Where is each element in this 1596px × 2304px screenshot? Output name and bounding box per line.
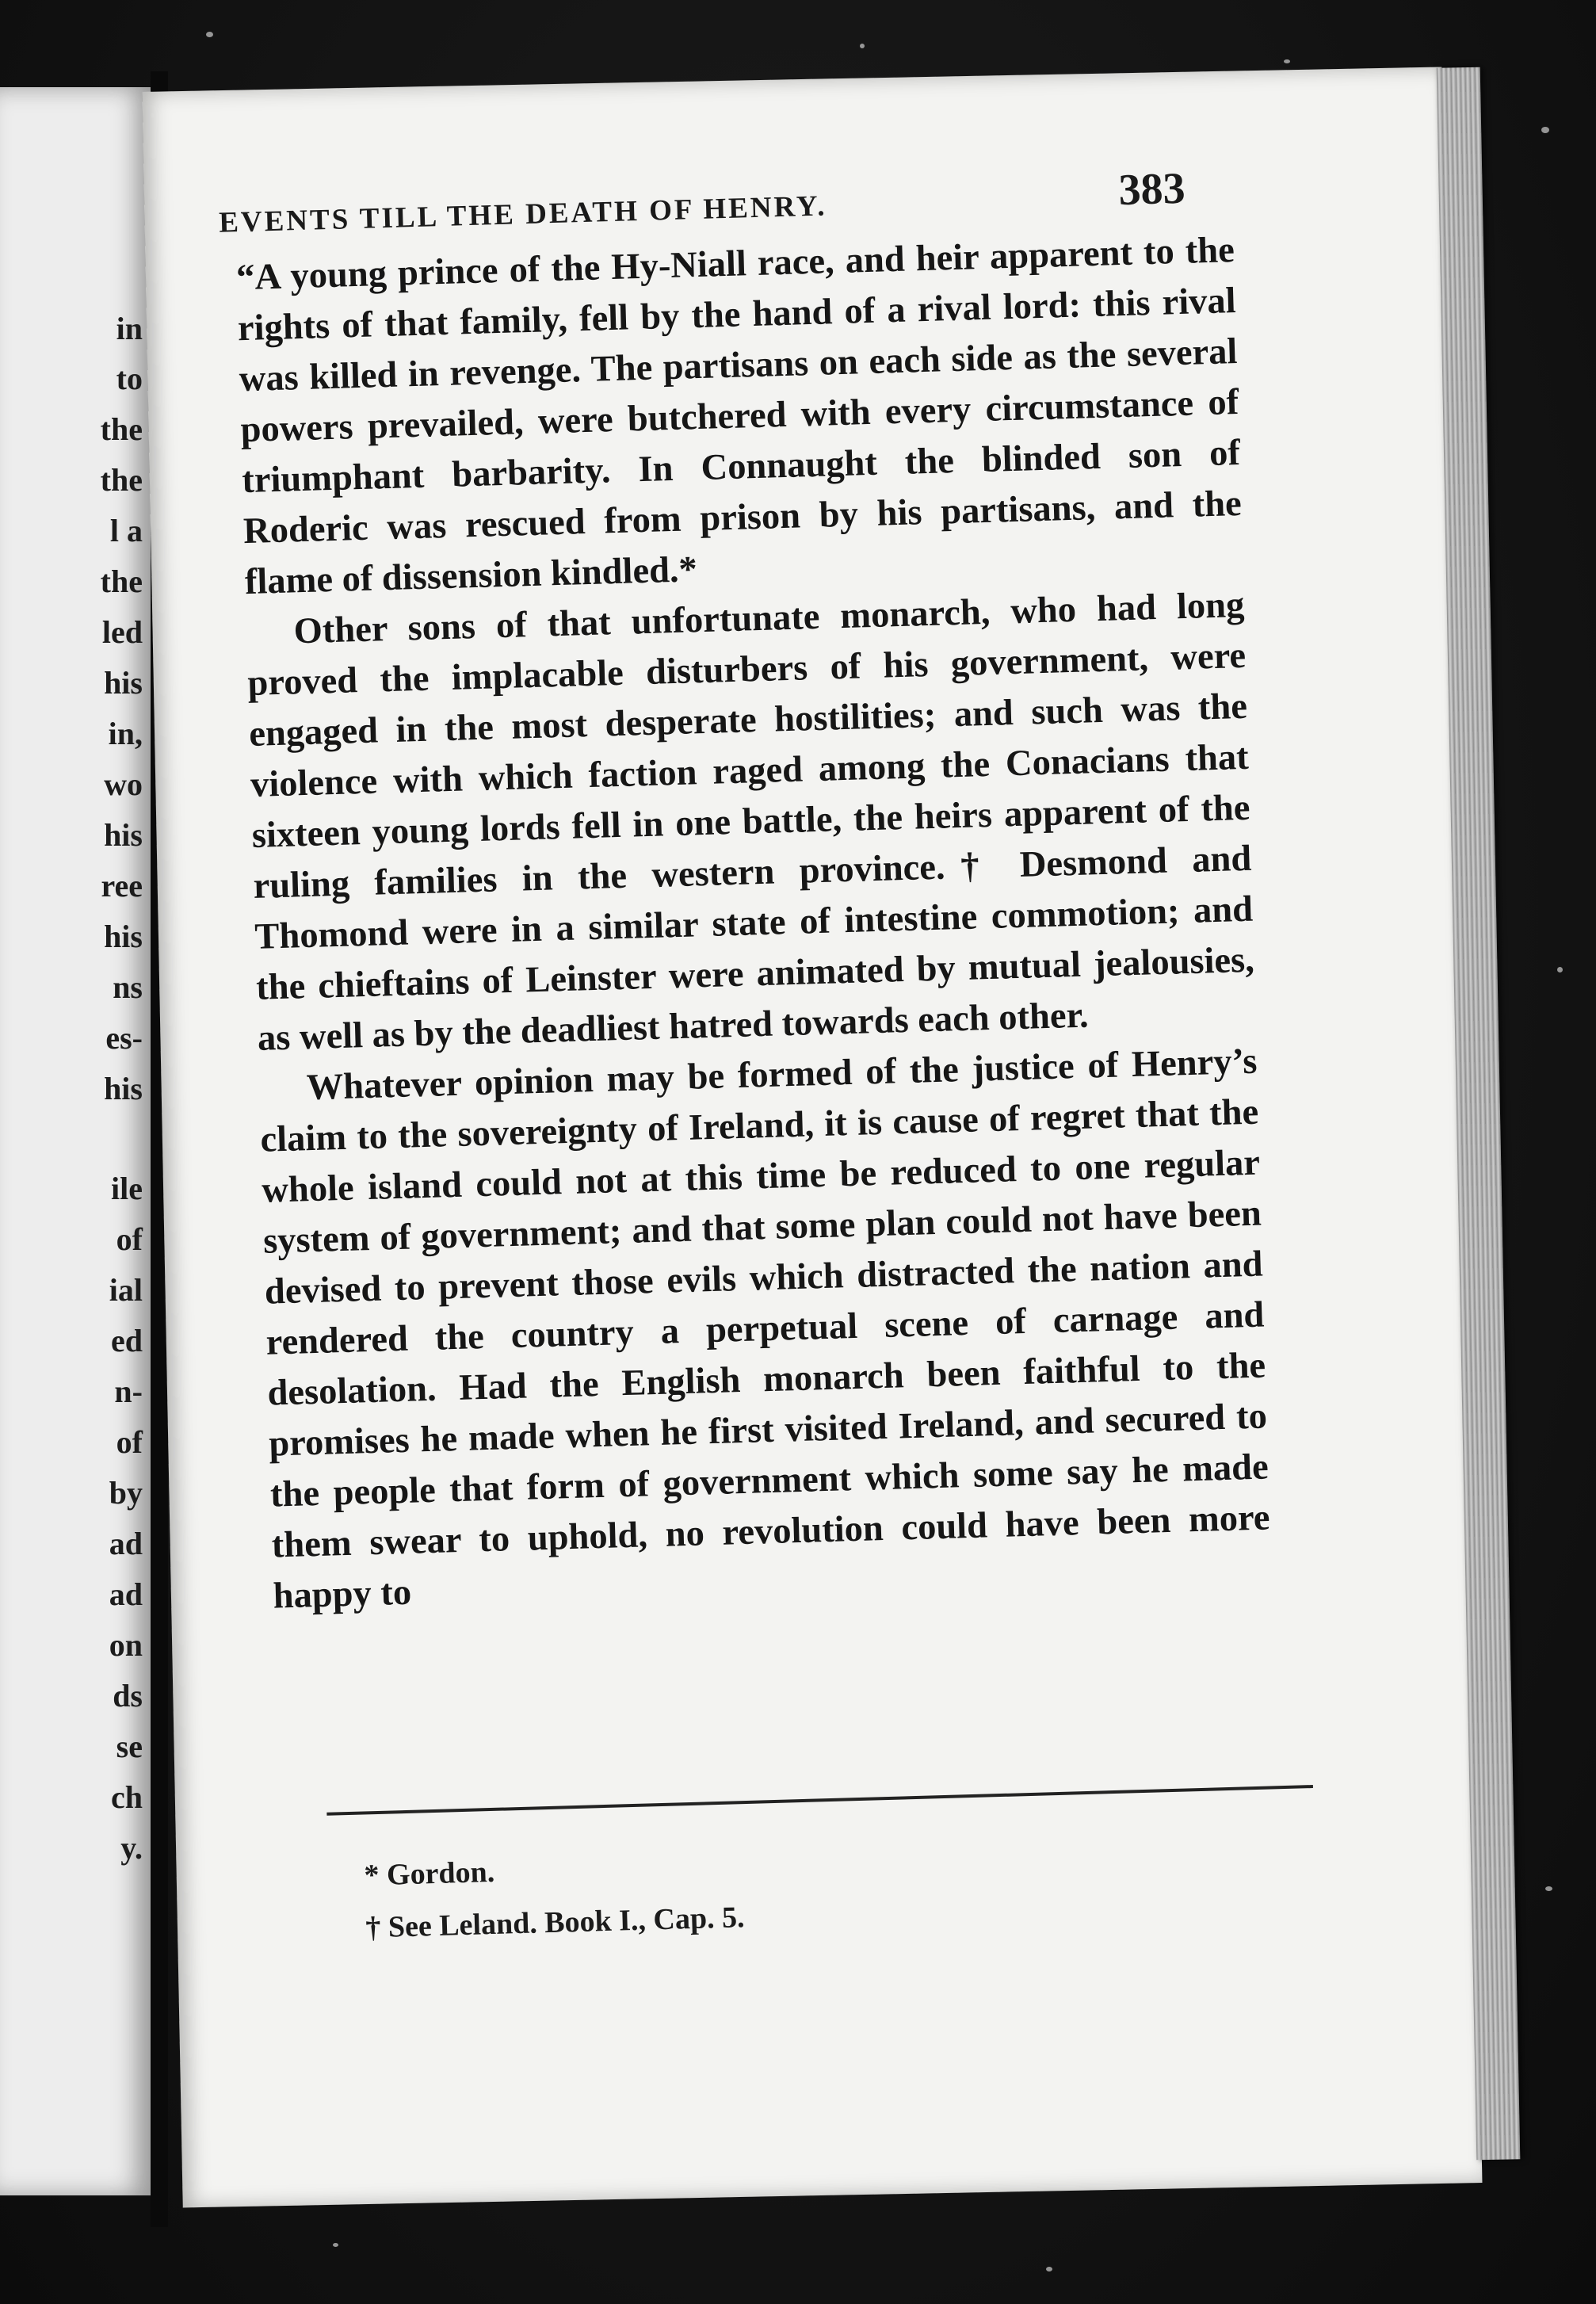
left-page-line-fragment: the <box>100 411 143 447</box>
left-page-line-fragment: ree <box>101 868 143 904</box>
left-page-line-fragment: ad <box>109 1526 143 1561</box>
left-page-line-fragment: his <box>104 919 143 954</box>
left-page-line-fragment: of <box>116 1424 143 1460</box>
left-page-line-fragment: the <box>100 564 143 599</box>
left-page-line-fragment: ad <box>109 1576 143 1612</box>
left-page-line-fragment: the <box>100 462 143 498</box>
footnotes <box>364 1829 1079 1954</box>
left-page-line-fragment: led <box>101 614 143 650</box>
left-page-line-fragment: se <box>116 1729 143 1764</box>
left-page-line-fragment: es- <box>105 1020 143 1056</box>
left-page-line-fragment: in <box>116 311 143 346</box>
paragraph: “A young prince of the Hy-Niall race, and heir apparent to the rights of that family, fell by the hand of a rival lord: this rival was killed in revenge. The partisans on each side as the several powers prevailed, were butchered with every circumstance of triumphant barbarity. In Connaught the blinded son of Roderic was rescued from prison by his partisans, and the flame of dissension kindled.* <box>235 230 1243 603</box>
left-page-line-fragment: his <box>104 1071 143 1106</box>
left-page-line-fragment: wo <box>104 766 143 802</box>
left-page-line-fragment: n- <box>114 1374 143 1409</box>
dust-speck <box>1557 967 1563 972</box>
left-page-line-fragment: his <box>104 817 143 853</box>
left-page-line-fragment: his <box>104 665 143 701</box>
left-page-line-fragment: l a <box>109 513 143 548</box>
footnote-rule <box>326 1785 1313 1816</box>
footnote: † See Leland. Book I., Cap. 5. <box>365 1901 746 1945</box>
dust-speck <box>1284 59 1290 63</box>
paragraph: Other sons of that unfortunate monarch, who had long proved the implacable disturbers of his government, were engaged in the most desperate hostilities; and such was the violence with which faction raged among the Conacians that sixteen young lords fell in one battle, the heirs apparent of the ruling families in the western province.† Desmond and Thomond were in a similar state of intestine commotion; and the chieftains of Leinster were animated by mutual jealousies, as well as by the deadliest hatred towards each other. <box>246 584 1255 1059</box>
page-number: 383 <box>1117 163 1186 216</box>
dust-speck <box>1046 2267 1052 2272</box>
dust-speck <box>860 44 865 48</box>
left-page-line-fragment: of <box>116 1221 143 1257</box>
dust-speck <box>1545 1886 1552 1891</box>
left-page-line-fragment: ds <box>113 1678 143 1714</box>
footnote: * Gordon. <box>363 1855 495 1893</box>
running-head: EVENTS TILL THE DEATH OF HENRY. <box>218 189 828 239</box>
left-page-line-fragment: ile <box>111 1171 143 1206</box>
dust-speck <box>333 2243 338 2247</box>
left-page-line-fragment: ed <box>111 1323 143 1358</box>
paragraph: Whatever opinion may be formed of the justice of Henry’s claim to the sovereignty of Ireland, it is cause of regret that the whole island could not at this time be reduced to one regular system of government; and that some plan could not have been devised to prevent those evils which distracted the nation and rendered the country a perpetual scene of carnage and desolation. Had the English monarch been faithful to the promises he made when he first visited Ireland, and secured to the people that form of government which some say he made them swear to uphold, no revolution could have been more happy to <box>259 1041 1271 1617</box>
left-page-line-fragment: ch <box>111 1779 143 1815</box>
left-page-line-fragment: y. <box>120 1830 143 1866</box>
left-page-line-fragment: by <box>109 1475 143 1511</box>
left-page-line-fragment: ial <box>109 1272 143 1308</box>
left-page-line-fragment: ns <box>113 969 143 1005</box>
body-text <box>235 225 1272 1622</box>
dust-speck <box>206 32 213 37</box>
left-page-line-fragment: to <box>116 361 143 396</box>
dust-speck <box>1541 127 1549 133</box>
left-page-line-fragment: in, <box>108 716 143 751</box>
left-page-line-fragment: on <box>109 1627 143 1663</box>
